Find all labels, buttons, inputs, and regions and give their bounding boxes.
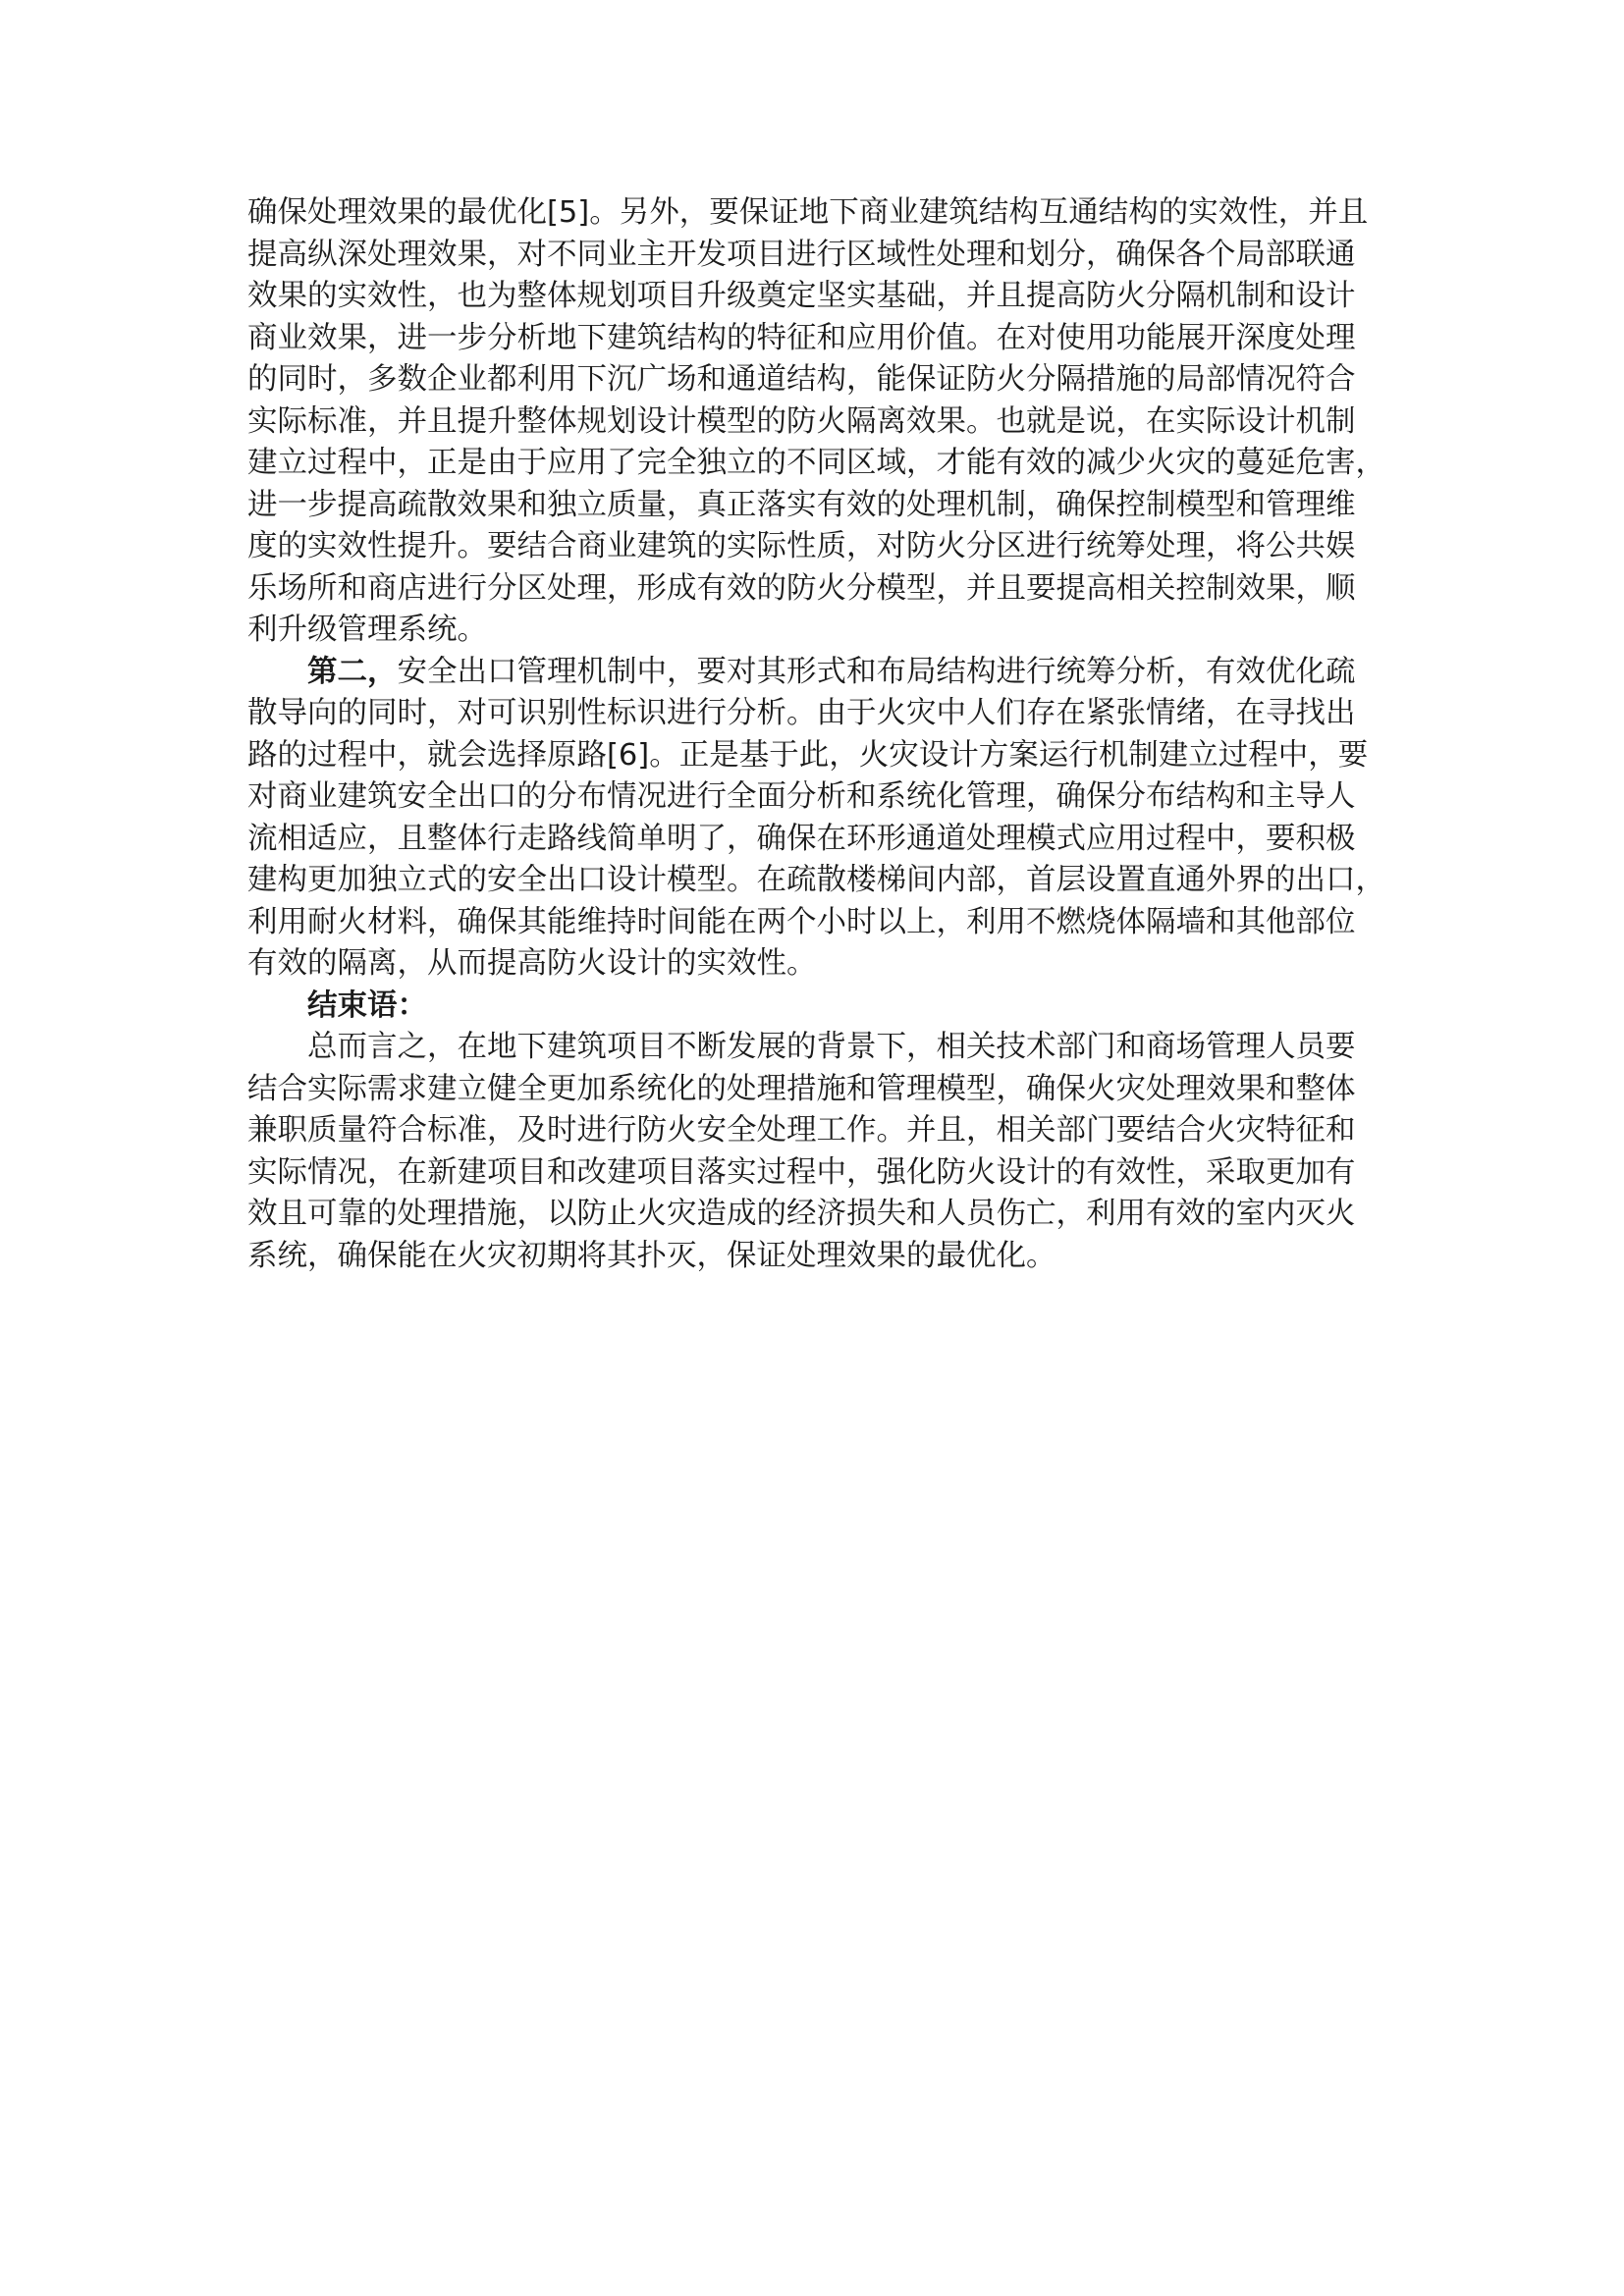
body-text bbox=[247, 192, 1385, 1277]
paragraph-3-line: 兼职质量符合标准，及时进行防火安全处理工作。并且，相关部门要结合火灾特征和 bbox=[247, 1113, 1356, 1148]
paragraph-2-first-line-text: 安全出口管理机制中，要对其形式和布局结构进行统筹分析，有效优化疏 bbox=[397, 654, 1356, 689]
paragraph-2-line: 路的过程中，就会选择原路[6]。正是基于此，火灾设计方案运行机制建立过程中，要 bbox=[247, 737, 1369, 773]
paragraph-1-line: 建立过程中，正是由于应用了完全独立的不同区域，才能有效的减少火灾的蔓延危害， bbox=[247, 446, 1385, 480]
conclusion-heading: 结束语： bbox=[307, 988, 427, 1023]
paragraph-3-line: 实际情况，在新建项目和改建项目落实过程中，强化防火设计的有效性，采取更加有 bbox=[247, 1154, 1356, 1190]
paragraph-2-lead: 第二， bbox=[307, 654, 398, 689]
paragraph-1-line: 乐场所和商店进行分区处理，形成有效的防火分模型，并且要提高相关控制效果，顺 bbox=[247, 570, 1356, 606]
paragraph-2-first-line bbox=[247, 652, 1375, 694]
paragraph-1-line: 度的实效性提升。要结合商业建筑的实际性质，对防火分区进行统筹处理，将公共娱 bbox=[247, 529, 1356, 563]
paragraph-2-line: 流相适应，且整体行走路线简单明了，确保在环形通道处理模式应用过程中，要积极 bbox=[247, 821, 1356, 856]
paragraph-2-line: 对商业建筑安全出口的分布情况进行全面分析和系统化管理，确保分布结构和主导人 bbox=[247, 779, 1356, 814]
paragraph-3-first-line: 总而言之，在地下建筑项目不断发展的背景下，相关技术部门和商场管理人员要 bbox=[307, 1030, 1356, 1064]
paragraph-1-line: 进一步提高疏散效果和独立质量，真正落实有效的处理机制，确保控制模型和管理维 bbox=[247, 487, 1356, 522]
paragraph-2-line: 散导向的同时，对可识别性标识进行分析。由于火灾中人们存在紧张情绪，在寻找出 bbox=[247, 696, 1356, 730]
paragraph-2-line: 建构更加独立式的安全出口设计模型。在疏散楼梯间内部，首层设置直通外界的出口， bbox=[247, 863, 1385, 897]
paragraph-3-line: 系统，确保能在火灾初期将其扑灭，保证处理效果的最优化。 bbox=[247, 1238, 1056, 1273]
paragraph-1-line: 效果的实效性，也为整体规划项目升级奠定坚实基础，并且提高防火分隔机制和设计 bbox=[247, 279, 1356, 313]
paragraph-2-line: 利用耐火材料，确保其能维持时间能在两个小时以上，利用不燃烧体隔墙和其他部位 bbox=[247, 904, 1356, 939]
paragraph-1-line: 的同时，多数企业都利用下沉广场和通道结构，能保证防火分隔措施的局部情况符合 bbox=[247, 362, 1356, 397]
paragraph-1-line: 提高纵深处理效果，对不同业主开发项目进行区域性处理和划分，确保各个局部联通 bbox=[247, 237, 1356, 272]
paragraph-1-line: 确保处理效果的最优化[5]。另外，要保证地下商业建筑结构互通结构的实效性，并且 bbox=[247, 195, 1369, 230]
paragraph-2-line: 有效的隔离，从而提高防火设计的实效性。 bbox=[247, 946, 817, 981]
paragraph-1-line: 商业效果，进一步分析地下建筑结构的特征和应用价值。在对使用功能展开深度处理 bbox=[247, 320, 1356, 355]
paragraph-1-line: 实际标准，并且提升整体规划设计模型的防火隔离效果。也就是说，在实际设计机制 bbox=[247, 403, 1356, 439]
paragraph-3-line: 效且可靠的处理措施，以防止火灾造成的经济损失和人员伤亡，利用有效的室内灭火 bbox=[247, 1197, 1356, 1231]
paragraph-3-line: 结合实际需求建立健全更加系统化的处理措施和管理模型，确保火灾处理效果和整体 bbox=[247, 1071, 1356, 1106]
paragraph-1-line: 利升级管理系统。 bbox=[247, 613, 487, 647]
